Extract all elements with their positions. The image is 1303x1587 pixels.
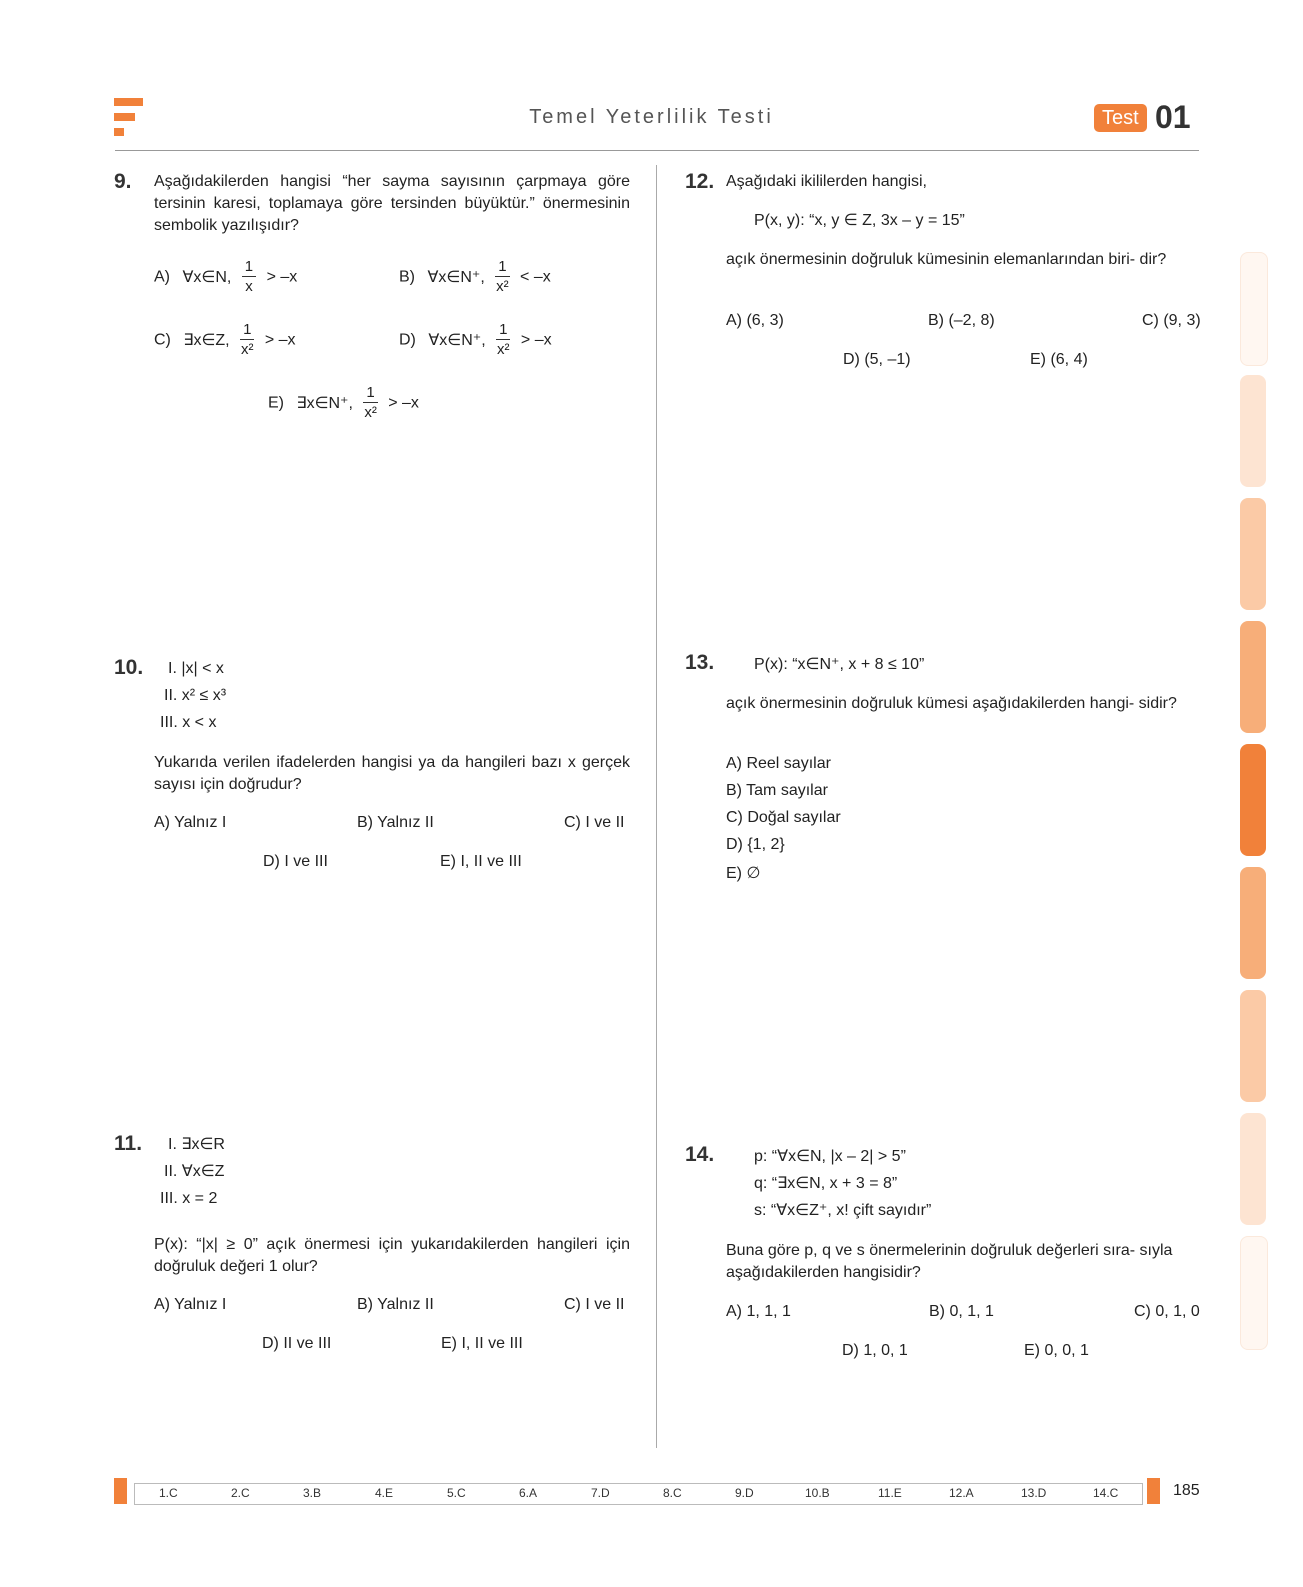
option-a[interactable]: A) (6, 3): [726, 312, 784, 329]
side-tab: [1240, 375, 1266, 487]
answer-key-item: 12.A: [949, 1486, 974, 1500]
fraction: $\frac{1}{\text{x²}}$: [497, 321, 510, 358]
option-a[interactable]: A) Reel sayılar: [726, 755, 831, 772]
formula: P(x): “x∈N⁺, x + 8 ≤ 10”: [754, 656, 925, 673]
question-stem: açık önermesinin doğruluk kümesi aşağıdakilerden hangi- sidir?: [726, 695, 1177, 712]
quantifier: ∀x∈N⁺,: [428, 331, 486, 349]
formula: P(x, y): “x, y ∈ Z, 3x – y = 15”: [754, 212, 965, 229]
relation: > –x: [266, 268, 298, 286]
answer-key: [134, 1483, 1143, 1505]
answer-key-item: 9.D: [735, 1486, 754, 1500]
answer-key-item: 6.A: [519, 1486, 538, 1500]
relation: > –x: [520, 331, 552, 349]
question-stem: P(x): “|x| ≥ 0” açık önermesi için yukarıdakilerden hangileri için doğruluk değeri 1 olur?: [154, 1236, 630, 1275]
option-b[interactable]: B) (–2, 8): [928, 312, 995, 329]
quantifier: ∃x∈Z,: [183, 331, 230, 349]
question-stem: Yukarıda verilen ifadelerden hangisi ya da hangileri bazı x gerçek sayısı için doğrudur?: [154, 754, 630, 793]
option-label: B): [399, 268, 415, 286]
test-number: 01: [1155, 99, 1191, 135]
answer-key-item: 14.C: [1093, 1486, 1119, 1500]
fraction: $\frac{1}{\text{x²}}$: [364, 384, 377, 421]
option-d[interactable]: D) II ve III: [262, 1335, 332, 1352]
option-b[interactable]: [399, 258, 551, 297]
side-tab: [1240, 621, 1266, 733]
relation: > –x: [264, 331, 296, 349]
question-number: 12.: [685, 170, 715, 193]
option-e[interactable]: E) ∅: [726, 865, 761, 882]
answer-key-item: 5.C: [447, 1486, 466, 1500]
test-badge: Test: [1094, 104, 1147, 132]
footer-marker: [1147, 1478, 1160, 1504]
question-number: 13.: [685, 651, 715, 674]
question-number: 11.: [114, 1132, 143, 1155]
proposition-q: q: “∃x∈N, x + 3 = 8”: [754, 1175, 898, 1192]
option-c[interactable]: C) I ve II: [564, 814, 625, 831]
statement-item: II. x² ≤ x³: [164, 687, 227, 704]
statement-item: I. ∃x∈R: [168, 1136, 225, 1153]
option-d[interactable]: D) 1, 0, 1: [842, 1342, 908, 1359]
answer-key-item: 1.C: [159, 1486, 178, 1500]
option-e[interactable]: [268, 384, 419, 423]
option-a[interactable]: [154, 258, 297, 297]
quantifier: ∀x∈N,: [182, 268, 232, 286]
option-c[interactable]: C) (9, 3): [1142, 312, 1201, 329]
answer-key-item: 11.E: [878, 1486, 902, 1500]
statement-item: III. x = 2: [160, 1190, 218, 1207]
question-number: 10.: [114, 656, 144, 679]
question-number: 14.: [685, 1143, 715, 1166]
proposition-s: s: “∀x∈Z⁺, x! çift sayıdır”: [754, 1202, 932, 1219]
side-tab: [1240, 867, 1266, 979]
option-c[interactable]: C) 0, 1, 0: [1134, 1303, 1200, 1320]
question-stem: açık önermesinin doğruluk kümesinin elemanlarından biri- dir?: [726, 251, 1167, 268]
option-d[interactable]: D) (5, –1): [843, 351, 911, 368]
option-e[interactable]: E) 0, 0, 1: [1024, 1342, 1089, 1359]
relation: < –x: [520, 268, 551, 286]
side-tab: [1240, 744, 1266, 856]
side-tab: [1240, 252, 1268, 366]
fraction: $\frac{1}{\text{x²}}$: [496, 258, 509, 295]
proposition-p: p: “∀x∈N, |x – 2| > 5”: [754, 1148, 906, 1165]
option-label: E): [268, 394, 284, 412]
option-b[interactable]: B) 0, 1, 1: [929, 1303, 994, 1320]
quantifier: ∀x∈N⁺,: [427, 268, 485, 286]
statement-item: III. x < x: [160, 714, 217, 731]
answer-key-item: 7.D: [591, 1486, 610, 1500]
option-a[interactable]: A) Yalnız I: [154, 1296, 227, 1313]
option-d[interactable]: D) I ve III: [263, 853, 328, 870]
question-stem: Aşağıdakilerden hangisi “her sayma sayısının çarpmaya göre tersinin karesi, toplamaya göre tersinden büyüktür.” önermesinin sembolik yazılışıdır?: [154, 173, 630, 234]
option-a[interactable]: A) Yalnız I: [154, 814, 227, 831]
answer-key-item: 8.C: [663, 1486, 682, 1500]
side-tab: [1240, 1113, 1266, 1225]
page-title: Temel Yeterlilik Testi: [529, 106, 774, 128]
statement-item: I. |x| < x: [168, 660, 224, 677]
option-label: C): [154, 331, 171, 349]
fraction: $\frac{1}{x}$: [242, 258, 256, 297]
answer-key-item: 4.E: [375, 1486, 394, 1500]
option-b[interactable]: B) Tam sayılar: [726, 782, 828, 799]
statement-item: II. ∀x∈Z: [164, 1163, 225, 1180]
answer-key-item: 3.B: [303, 1486, 322, 1500]
option-d[interactable]: [399, 321, 552, 360]
option-d[interactable]: D) {1, 2}: [726, 836, 785, 853]
side-tab: [1240, 1236, 1268, 1350]
option-a[interactable]: A) 1, 1, 1: [726, 1303, 791, 1320]
answer-key-item: 10.B: [805, 1486, 830, 1500]
column-divider: [656, 165, 657, 1448]
page-number: 185: [1173, 1482, 1200, 1499]
question-number: 9.: [114, 170, 132, 193]
option-c[interactable]: C) I ve II: [564, 1296, 625, 1313]
answer-key-item: 2.C: [231, 1486, 250, 1500]
option-label: A): [154, 268, 170, 286]
option-label: D): [399, 331, 416, 349]
option-c[interactable]: [154, 321, 296, 360]
option-b[interactable]: B) Yalnız II: [357, 814, 434, 831]
relation: > –x: [388, 394, 419, 412]
side-tab: [1240, 498, 1266, 610]
question-stem: Aşağıdaki ikililerden hangisi,: [726, 173, 927, 190]
footer-marker: [114, 1478, 127, 1504]
question-stem: Buna göre p, q ve s önermelerinin doğruluk değerleri sıra- sıyla aşağıdakilerden hangisidir?: [726, 1242, 1173, 1281]
fraction: $\frac{1}{\text{x²}}$: [240, 321, 254, 358]
side-tab: [1240, 990, 1266, 1102]
option-e[interactable]: E) I, II ve III: [441, 1335, 523, 1352]
option-e[interactable]: E) I, II ve III: [440, 853, 522, 870]
option-c[interactable]: C) Doğal sayılar: [726, 809, 841, 826]
option-e[interactable]: E) (6, 4): [1030, 351, 1088, 368]
header-divider: [115, 150, 1199, 151]
answer-key-item: 13.D: [1021, 1486, 1047, 1500]
option-b[interactable]: B) Yalnız II: [357, 1296, 434, 1313]
quantifier: ∃x∈N⁺,: [296, 394, 353, 412]
